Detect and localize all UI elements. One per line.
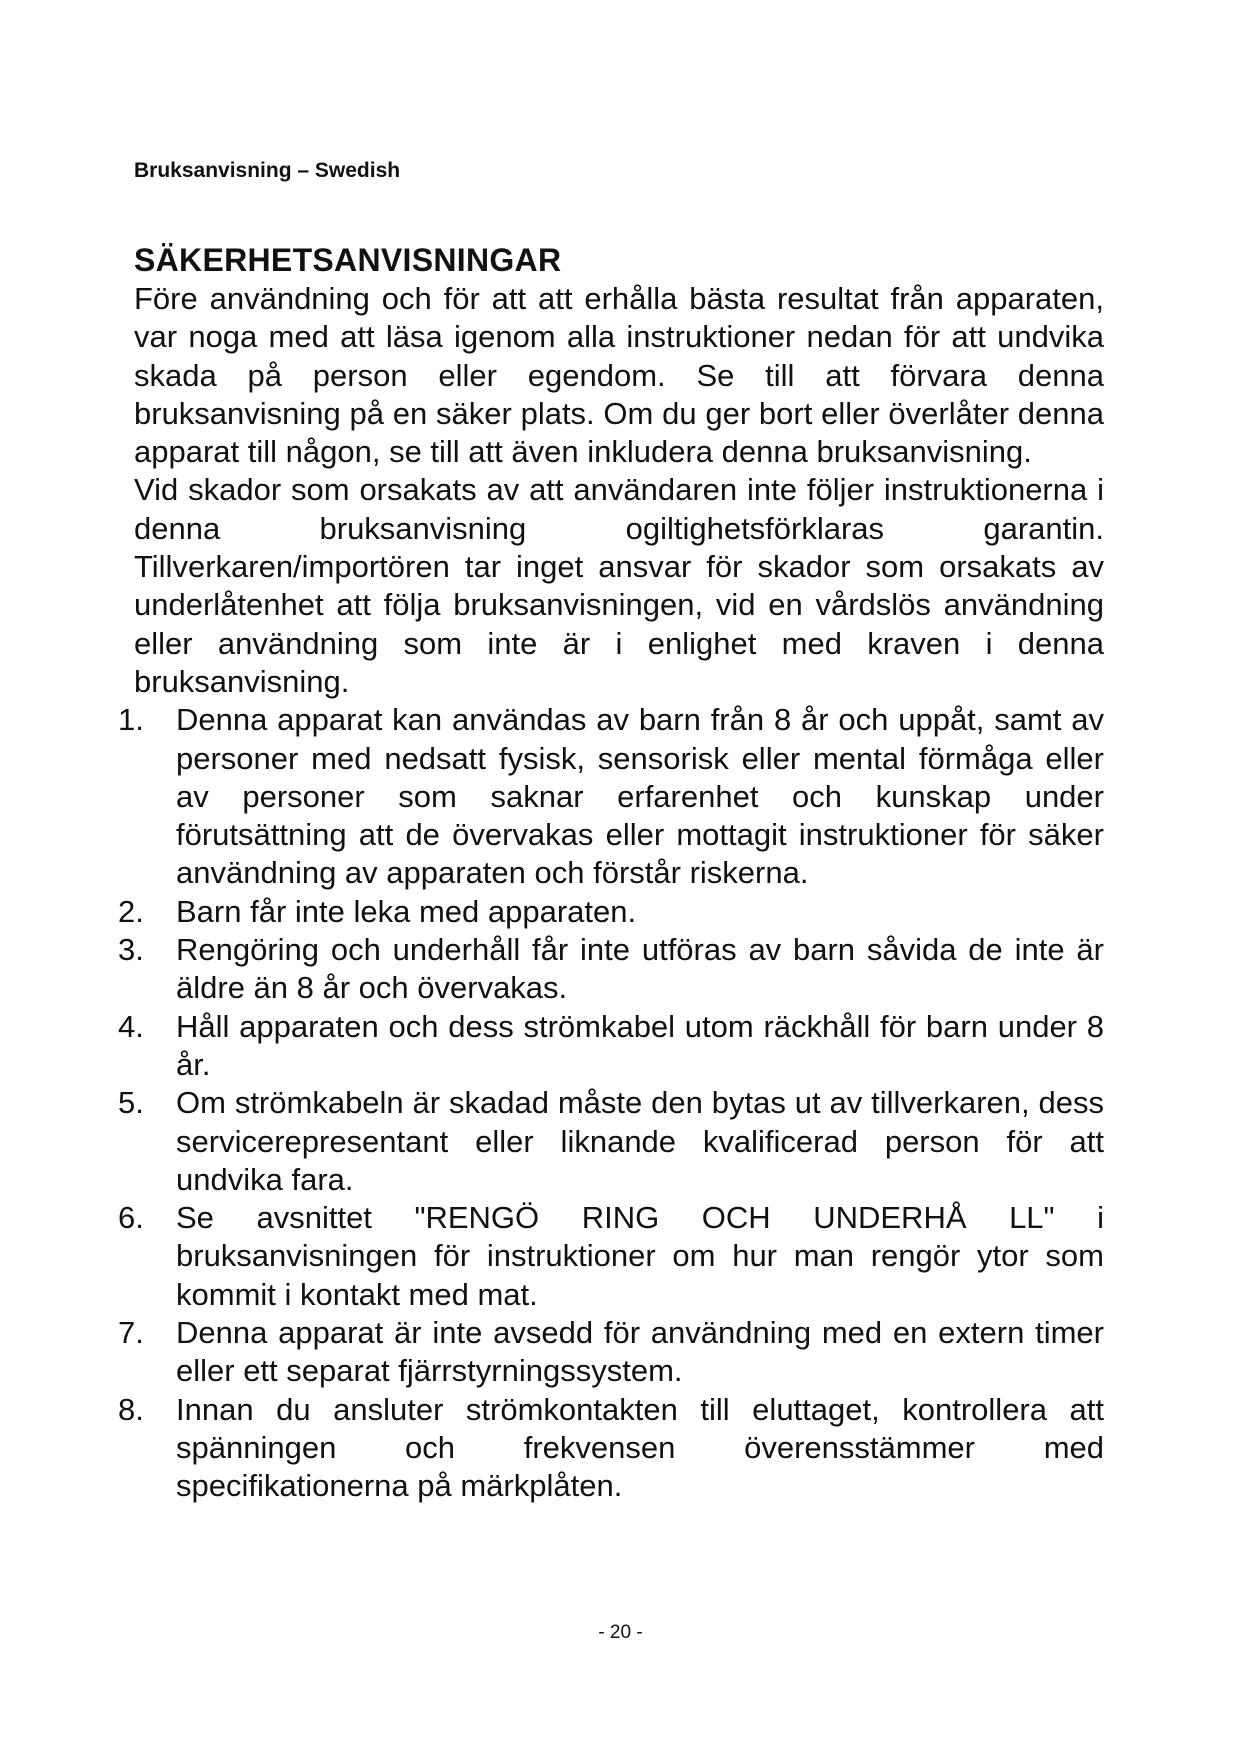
list-item-number: 8. bbox=[118, 1391, 144, 1427]
document-header: Bruksanvisning – Swedish bbox=[134, 159, 401, 182]
intro-paragraph: Före användning och för att att erhålla bästa resultat från apparaten, var noga med att läsa igenom alla instruktioner nedan för att undvika skada på person eller egendom. Se till att förvara denna bruksanvisning på en säker plats. Om du ger bort eller överlåter denna apparat till någon, se till att även inkludera denna bruksanvisning. bbox=[134, 281, 1104, 470]
list-item bbox=[118, 1084, 1104, 1199]
list-item-number: 1. bbox=[118, 702, 144, 738]
list-item-text: Rengöring och underhåll får inte utföras av barn såvida de inte är äldre än 8 år och övervakas. bbox=[176, 932, 1104, 1006]
list-item-number: 3. bbox=[118, 932, 144, 968]
list-item bbox=[118, 893, 1104, 931]
list-item bbox=[118, 931, 1104, 1008]
list-item-number: 5. bbox=[118, 1085, 144, 1121]
list-item bbox=[118, 1008, 1104, 1085]
list-item-text: Barn får inte leka med apparaten. bbox=[176, 893, 637, 929]
list-item-text: Håll apparaten och dess strömkabel utom räckhåll för barn under 8 år. bbox=[176, 1008, 1104, 1082]
list-item-number: 6. bbox=[118, 1200, 144, 1236]
list-item-text: Innan du ansluter strömkontakten till eluttaget, kontrollera att spänningen och frekvensen överensstämmer med specifikationerna på märkplåten. bbox=[176, 1391, 1104, 1504]
section-title: SÄKERHETSANVISNINGAR bbox=[134, 242, 562, 278]
list-item-number: 2. bbox=[118, 893, 144, 929]
safety-section bbox=[118, 240, 1104, 1506]
list-item-text: Om strömkabeln är skadad måste den bytas ut av tillverkaren, dess servicerepresentant eller liknande kvalificerad person för att undvika fara. bbox=[176, 1085, 1104, 1197]
list-item bbox=[118, 1314, 1104, 1391]
page-number: - 20 - bbox=[598, 1622, 643, 1643]
safety-rules-list bbox=[118, 701, 1104, 1505]
list-item-text: Se avsnittet "RENGÖ RING OCH UNDERHÅ LL" i bruksanvisningen för instruktioner om hur man rengör ytor som kommit i kontakt med mat. bbox=[176, 1200, 1104, 1312]
list-item-text: Denna apparat kan användas av barn från 8 år och uppåt, samt av personer med nedsatt fysisk, sensorisk eller mental förmåga eller av personer som saknar erfarenhet och kunskap under förutsättning att de övervakas eller mottagit instruktioner för säker användning av apparaten och förstår riskerna. bbox=[176, 702, 1104, 891]
list-item-number: 4. bbox=[118, 1008, 144, 1044]
list-item-number: 7. bbox=[118, 1315, 144, 1351]
list-item bbox=[118, 1199, 1104, 1314]
warranty-paragraph: Vid skador som orsakats av att användaren inte följer instruktionerna i denna bruksanvisning ogiltighetsförklaras garantin. Tillverkaren/importören tar inget ansvar för skador som orsakats av underlåtenhet att följa bruksanvisningen, vid en vårdslös användning eller användning som inte är i enlighet med kraven i denna bruksanvisning. bbox=[134, 472, 1104, 699]
list-item bbox=[118, 701, 1104, 892]
list-item-text: Denna apparat är inte avsedd för användning med en extern timer eller ett separat fjärrstyrningssystem. bbox=[176, 1315, 1104, 1389]
list-item bbox=[118, 1391, 1104, 1506]
